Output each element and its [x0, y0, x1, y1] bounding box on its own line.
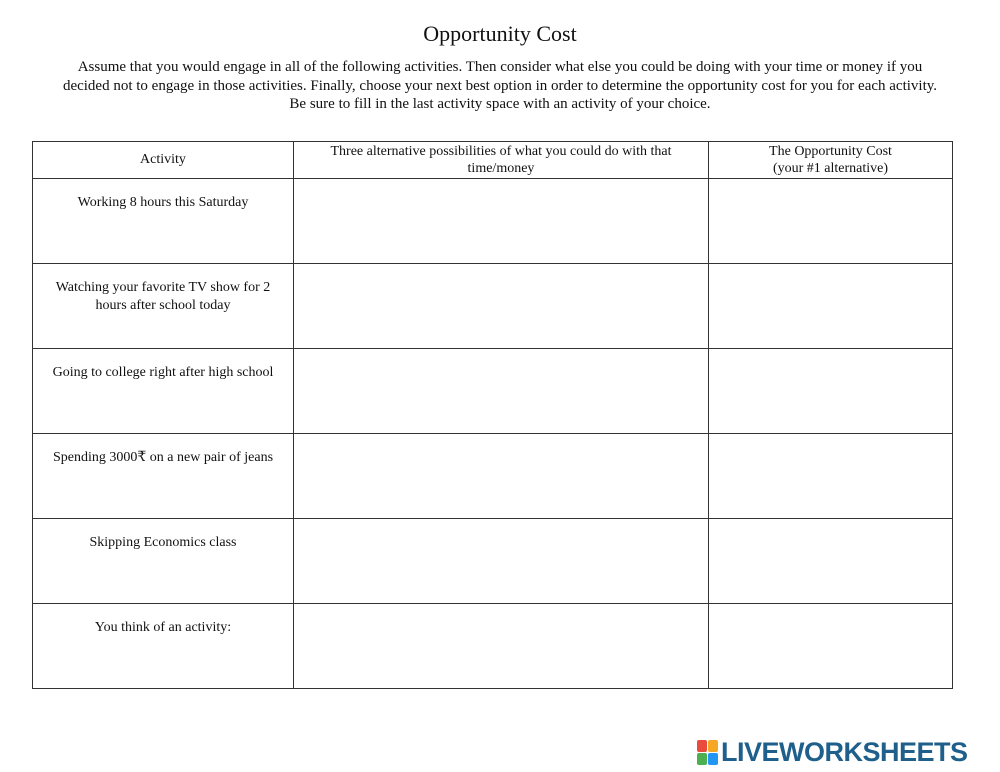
page-title: Opportunity Cost: [423, 21, 577, 46]
instructions-text: Assume that you would engage in all of the following activities. Then consider what else you could be doing with your time or money if you decided not to engage in those activities. Finally, choose your next best option in order to determine the opportunity cost for you for each activity. Be sure to fill in the last activity space with an activity of your choice.: [62, 59, 938, 112]
alternatives-answer-cell[interactable]: [294, 264, 709, 349]
activity-cell: Skipping Economics class: [33, 519, 294, 604]
table-row: [33, 349, 953, 434]
logo-block-orange: [708, 740, 718, 752]
opportunity-cost-answer-cell[interactable]: [709, 349, 953, 434]
logo-block-red: [697, 740, 707, 752]
alternatives-answer-cell[interactable]: [294, 604, 709, 689]
alternatives-answer-cell[interactable]: [294, 434, 709, 519]
logo-block-green: [697, 753, 707, 765]
opportunity-cost-answer-cell[interactable]: [709, 519, 953, 604]
opportunity-cost-answer-cell[interactable]: [709, 264, 953, 349]
table-row: [33, 264, 953, 349]
opportunity-cost-answer-cell[interactable]: [709, 434, 953, 519]
opportunity-cost-table: [32, 141, 953, 689]
logo-block-blue: [708, 753, 718, 765]
table-row: [33, 604, 953, 689]
table-row: [33, 434, 953, 519]
table-row: [33, 519, 953, 604]
opportunity-cost-answer-cell[interactable]: [709, 604, 953, 689]
header-opportunity-cost: The Opportunity Cost (your #1 alternative): [709, 142, 953, 179]
table-header-row: [33, 142, 953, 179]
alternatives-answer-cell[interactable]: [294, 519, 709, 604]
header-alternatives: Three alternative possibilities of what you could do with that time/money: [294, 142, 709, 179]
liveworksheets-icon: [697, 740, 718, 765]
liveworksheets-logo: [697, 738, 968, 766]
alternatives-answer-cell[interactable]: [294, 349, 709, 434]
header-activity: Activity: [33, 142, 294, 179]
activity-cell: Going to college right after high school: [33, 349, 294, 434]
activity-cell: Working 8 hours this Saturday: [33, 179, 294, 264]
liveworksheets-wordmark: LIVEWORKSHEETS: [721, 736, 968, 767]
activity-cell: You think of an activity:: [33, 604, 294, 689]
table-row: [33, 179, 953, 264]
activity-cell: Watching your favorite TV show for 2 hours after school today: [33, 264, 294, 349]
activity-cell: Spending 3000₹ on a new pair of jeans: [33, 434, 294, 519]
alternatives-answer-cell[interactable]: [294, 179, 709, 264]
opportunity-cost-answer-cell[interactable]: [709, 179, 953, 264]
